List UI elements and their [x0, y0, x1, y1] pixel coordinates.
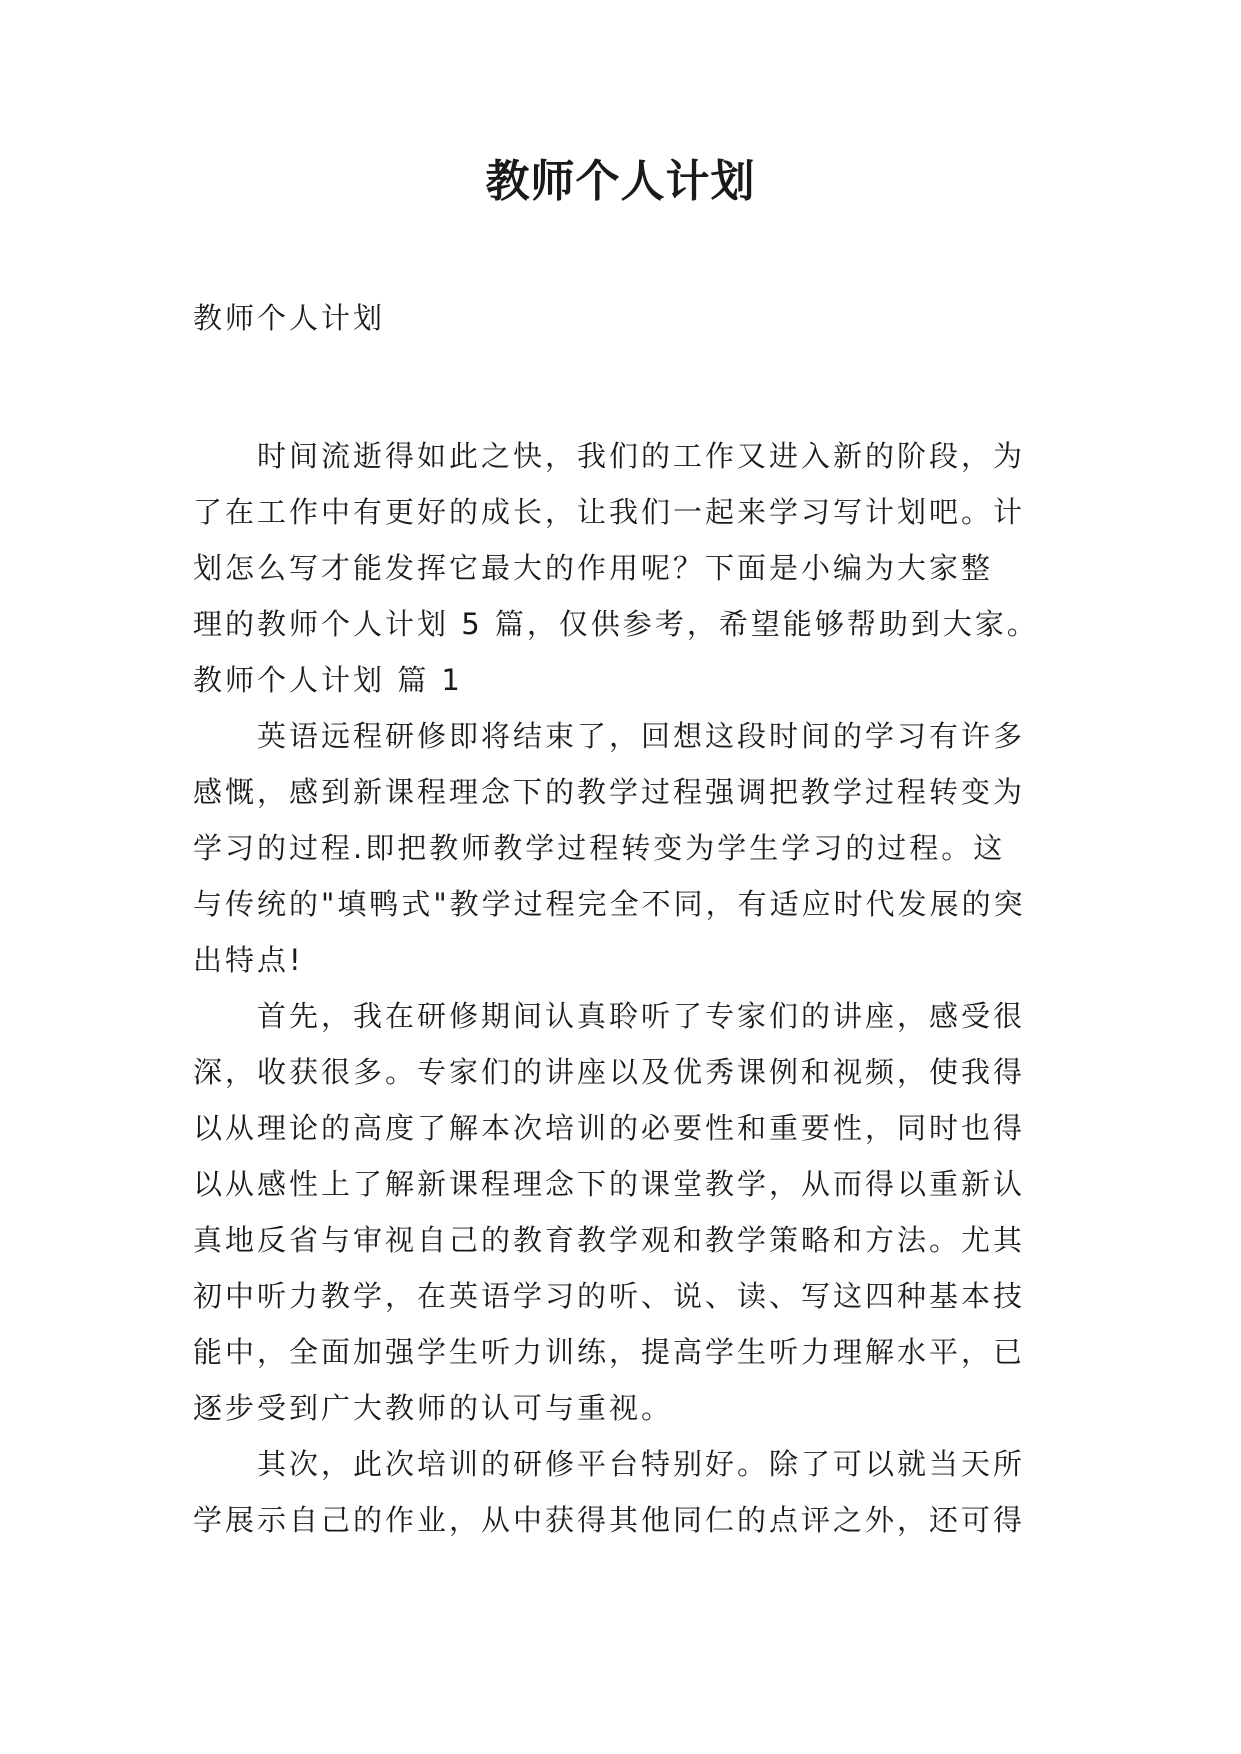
text-line: 初中听力教学，在英语学习的听、说、读、写这四种基本技 — [193, 1279, 1026, 1313]
text-line: 以从理论的高度了解本次培训的必要性和重要性，同时也得 — [193, 1111, 1026, 1145]
text-line: 以从感性上了解新课程理念下的课堂教学，从而得以重新认 — [193, 1167, 1026, 1201]
text-line: 出特点! — [193, 943, 304, 977]
text-line: 感慨，感到新课程理念下的教学过程强调把教学过程转变为 — [193, 775, 1026, 809]
text-line: 真地反省与审视自己的教育教学观和教学策略和方法。尤其 — [193, 1223, 1026, 1257]
text-line: 深，收获很多。专家们的讲座以及优秀课例和视频，使我得 — [193, 1055, 1026, 1089]
text-line: 能中，全面加强学生听力训练，提高学生听力理解水平，已 — [193, 1335, 1026, 1369]
text-line: 逐步受到广大教师的认可与重视。 — [193, 1391, 674, 1425]
intro-paragraph — [193, 428, 1063, 652]
text-line: 首先，我在研修期间认真聆听了专家们的讲座，感受很 — [257, 999, 1026, 1033]
text-line: 划怎么写才能发挥它最大的作用呢？下面是小编为大家整 — [193, 551, 994, 585]
body-paragraph — [193, 1436, 1063, 1548]
text-line: 学展示自己的作业，从中获得其他同仁的点评之外，还可得 — [193, 1503, 1026, 1537]
spacer — [193, 346, 1063, 428]
text-line: 学习的过程.即把教师教学过程转变为学生学习的过程。这 — [193, 831, 1006, 865]
text-line: 其次，此次培训的研修平台特别好。除了可以就当天所 — [257, 1447, 1026, 1481]
body-paragraph — [193, 708, 1063, 988]
text-line: 英语远程研修即将结束了，回想这段时间的学习有许多 — [257, 719, 1026, 753]
text-line: 理的教师个人计划 5 篇，仅供参考，希望能够帮助到大家。 — [193, 607, 1039, 641]
document-body — [193, 290, 1063, 1548]
document-subtitle: 教师个人计划 — [193, 301, 386, 335]
text-line: 了在工作中有更好的成长，让我们一起来学习写计划吧。计 — [193, 495, 1026, 529]
document-title: 教师个人计划 — [485, 156, 756, 207]
body-paragraph — [193, 988, 1063, 1436]
section-heading: 教师个人计划 篇 1 — [193, 663, 463, 697]
text-line: 与传统的"填鸭式"教学过程完全不同，有适应时代发展的突 — [193, 887, 1026, 921]
text-line: 时间流逝得如此之快，我们的工作又进入新的阶段，为 — [257, 439, 1026, 473]
